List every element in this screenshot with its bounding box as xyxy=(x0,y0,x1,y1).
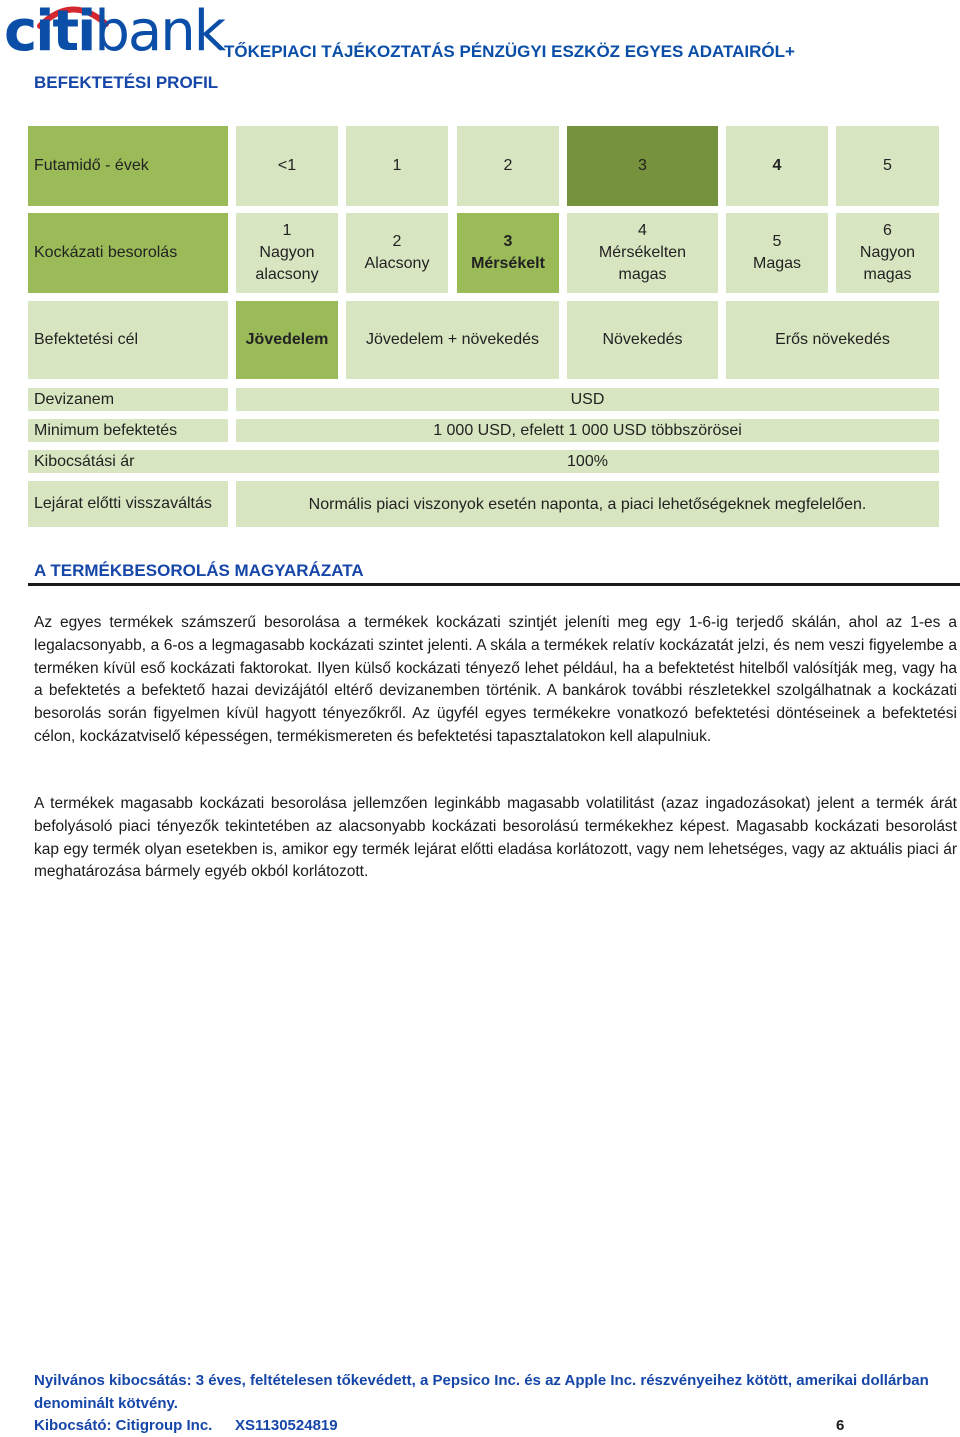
term-value-6: 5 xyxy=(836,126,939,206)
risk-level-text: Mérsékelt xyxy=(471,255,545,272)
goal-label: Befektetési cél xyxy=(28,301,228,379)
risk-level-text: Magas xyxy=(752,255,802,272)
risk-level-4 xyxy=(567,213,718,293)
minimum-investment-value: 1 000 USD, efelett 1 000 USD többszörösei xyxy=(236,419,939,442)
risk-level-5 xyxy=(726,213,828,293)
risk-level-number: 1 xyxy=(282,222,292,239)
goal-income-growth: Jövedelem + növekedés xyxy=(346,301,559,379)
term-value-1: <1 xyxy=(236,126,338,206)
footer-issuer: Kibocsátó: Citigroup Inc. xyxy=(34,1417,213,1434)
risk-level-1 xyxy=(236,213,338,293)
logo-text-citi: citi xyxy=(4,0,95,64)
issue-price-value: 100% xyxy=(567,452,608,470)
redemption-value: Normális piaci viszonyok esetén naponta, a piaci lehetőségeknek megfelelően. xyxy=(236,481,939,527)
currency-value: USD xyxy=(236,388,939,411)
logo-wordmark xyxy=(4,0,225,64)
explanation-paragraph-2: A termékek magasabb kockázati besorolása jellemzően leginkább magasabb volatilitást (azaz ingadozásokat) jelent a termék árát befolyásoló piaci tényezők tekintetében az alacsonyabb kockázati besorolású termékekhez képest. Magasabb kockázati besorolást kap egy termék olyan esetekben is, amikor egy termék lejárat előtti eladása korlátozott, vagy nem lehetséges, vagy az aktuális piaci ár meghatározása bármely egyéb okból korlátozott. xyxy=(34,795,957,881)
risk-level-text: Nagyon magas xyxy=(859,244,916,283)
footer-line-1: Nyilvános kibocsátás: 3 éves, feltételesen tőkevédett, a Pepsico Inc. és az Apple Inc. részvényeihez kötött, amerikai dollárban xyxy=(34,1372,929,1389)
minimum-investment-label: Minimum befektetés xyxy=(28,419,228,442)
risk-level-6 xyxy=(836,213,939,293)
goal-growth: Növekedés xyxy=(567,301,718,379)
logo-text-bank: bank xyxy=(94,0,225,64)
risk-level-number: 6 xyxy=(883,222,892,239)
term-value-3: 2 xyxy=(457,126,559,206)
goal-strong-growth: Erős növekedés xyxy=(726,301,939,379)
profile-title: BEFEKTETÉSI PROFIL xyxy=(34,73,219,92)
risk-level-text: Nagyon alacsony xyxy=(255,244,319,283)
section-divider xyxy=(28,583,960,586)
footer-isin: XS1130524819 xyxy=(235,1417,338,1434)
risk-level-number: 5 xyxy=(772,233,782,250)
term-label: Futamidő - évek xyxy=(28,126,228,206)
explanation-paragraph-1: Az egyes termékek számszerű besorolása a termékek kockázati szintjét jeleníti meg egy 1-6-ig terjedő skálán, ahol az 1-es a legalacsonyabb, a 6-os a legmagasabb kockázati szintet jelenti. A skála a termékek relatív kockázatát jelzi, és nem veszi figyelembe a terméken kívül eső kockázati faktorokat. Ilyen külső kockázati tényező lehet például, ha a befektetést hitelből valósítják meg, vagy ha a befektetés a befektető hazai devizájától eltérő devizanemben történik. A bankárok további részletekkel szolgálhatnak a kockázati besorolás során figyelmen kívül hagyott tényezőkről. Az ügyfél egyes termékekre vonatkozó befektetési döntéseinek a befektetési célon, kockázatviselő képességen, termékismereten és befektetési tapasztalatokon kell alapulniuk. xyxy=(34,614,957,745)
term-value-5: 4 xyxy=(726,126,828,206)
explanation-title: A TERMÉKBESOROLÁS MAGYARÁZATA xyxy=(34,561,364,580)
issue-price-label: Kibocsátási ár xyxy=(28,450,939,473)
risk-level-3-selected xyxy=(457,213,559,293)
redemption-label: Lejárat előtti visszaváltás xyxy=(28,481,228,527)
footer-line-2: denominált kötvény. xyxy=(34,1395,178,1412)
document-title: TŐKEPIACI TÁJÉKOZTATÁS PÉNZÜGYI ESZKÖZ EGYES ADATAIRÓL+ xyxy=(224,42,795,61)
risk-level-text: Alacsony xyxy=(364,255,430,272)
term-value-2: 1 xyxy=(346,126,448,206)
citibank-logo xyxy=(0,0,225,64)
risk-level-2 xyxy=(346,213,448,293)
risk-label: Kockázati besorolás xyxy=(28,213,228,293)
term-value-4: 3 xyxy=(567,126,718,206)
risk-level-number: 4 xyxy=(638,222,647,239)
goal-income-selected: Jövedelem xyxy=(236,301,338,379)
page-number: 6 xyxy=(836,1417,845,1434)
currency-label: Devizanem xyxy=(28,388,228,411)
risk-level-number: 3 xyxy=(503,233,513,250)
risk-level-number: 2 xyxy=(392,233,402,250)
risk-level-text: Mérsékelten magas xyxy=(598,244,687,283)
